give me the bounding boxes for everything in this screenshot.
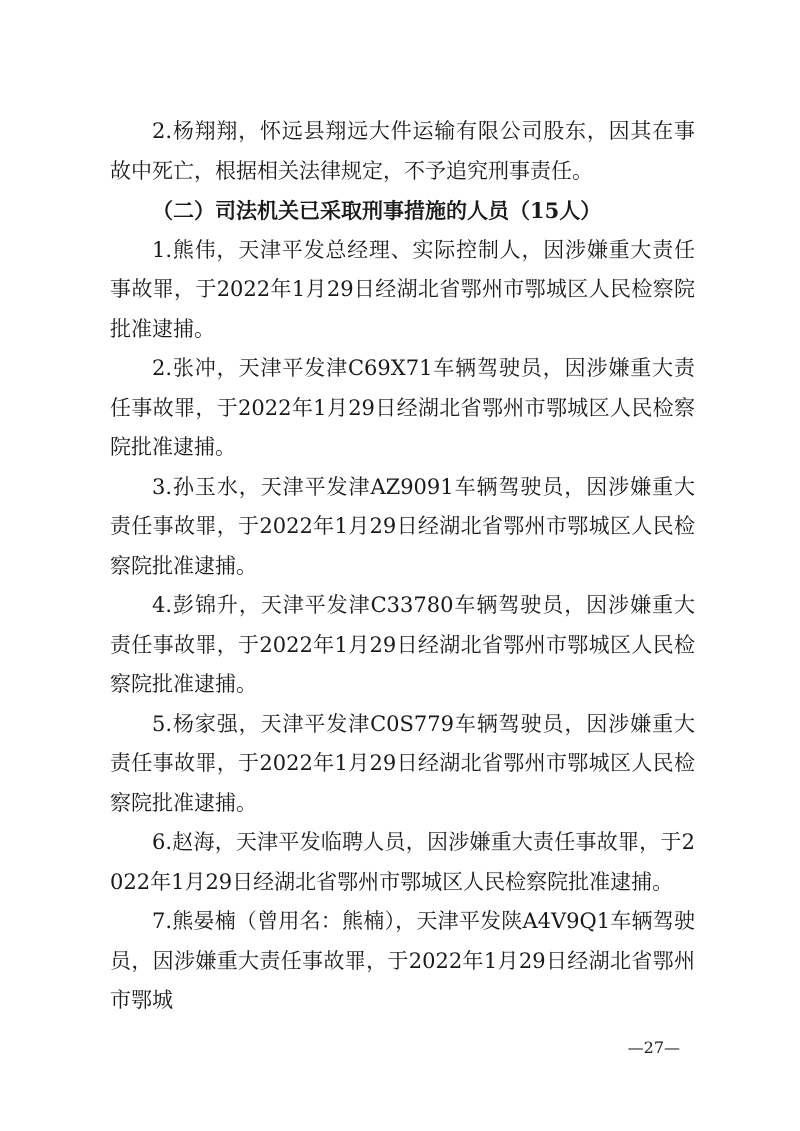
- list-item: 6.赵海，天津平发临聘人员，因涉嫌重大责任事故罪，于2022年1月29日经湖北省鄂州市鄂城区人民检察院批准逮捕。: [110, 830, 695, 894]
- list-item: 4.彭锦升，天津平发津C33780车辆驾驶员，因涉嫌重大责任事故罪，于2022年1月29日经湖北省鄂州市鄂城区人民检察院批准逮捕。: [110, 593, 695, 696]
- section-heading: （二）司法机关已采取刑事措施的人员（15人）: [152, 198, 602, 223]
- list-item: 2.张冲，天津平发津C69X71车辆驾驶员，因涉嫌重大责任事故罪，于2022年1月29日经湖北省鄂州市鄂城区人民检察院批准逮捕。: [110, 356, 695, 459]
- list-item: 3.孙玉水，天津平发津AZ9091车辆驾驶员，因涉嫌重大责任事故罪，于2022年1月29日经湖北省鄂州市鄂城区人民检察院批准逮捕。: [110, 474, 695, 578]
- document-body: [110, 112, 695, 1021]
- paragraph-yang-xiangxiang: 2.杨翔翔，怀远县翔远大件运输有限公司股东，因其在事故中死亡，根据相关法律规定，不予追究刑事责任。: [110, 119, 695, 183]
- list-item: 7.熊晏楠（曾用名：熊楠），天津平发陕A4V9Q1车辆驾驶员，因涉嫌重大责任事故罪，于2022年1月29日经湖北省鄂州市鄂城: [110, 909, 695, 1012]
- list-item: 5.杨家强，天津平发津C0S779车辆驾驶员，因涉嫌重大责任事故罪，于2022年1月29日经湖北省鄂州市鄂城区人民检察院批准逮捕。: [110, 711, 695, 815]
- page-number: —27—: [627, 1038, 680, 1057]
- list-item: 1.熊伟，天津平发总经理、实际控制人，因涉嫌重大责任事故罪，于2022年1月29日经湖北省鄂州市鄂城区人民检察院批准逮捕。: [110, 237, 695, 341]
